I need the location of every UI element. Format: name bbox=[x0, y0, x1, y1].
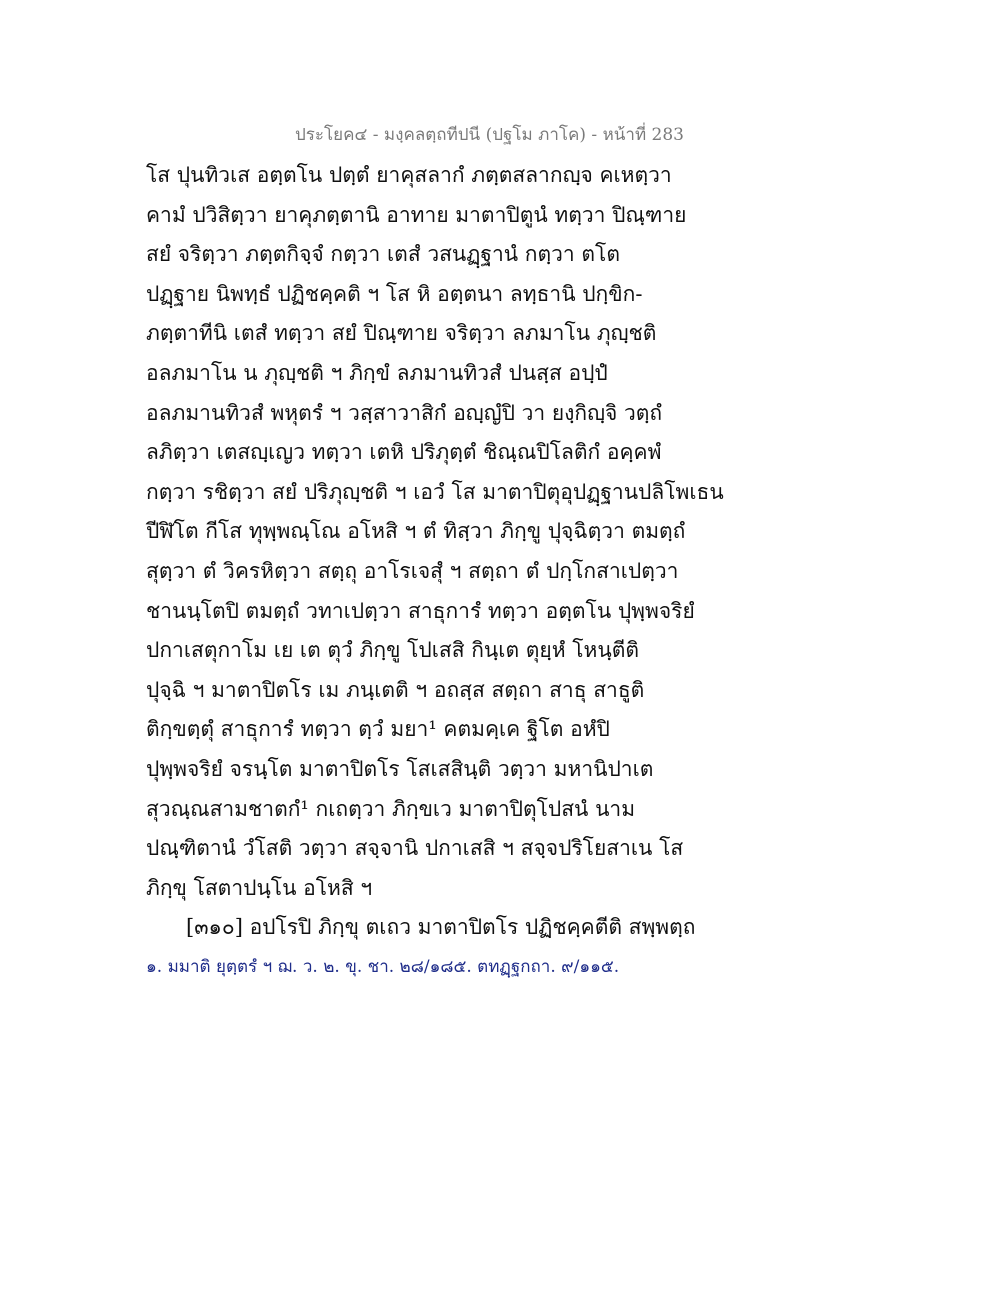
text-line: ปณฺฑิตานํ วํโสติ วตฺวา สจฺจานิ ปกาเสสิ ฯ สจฺจปริโยสาเน โส bbox=[146, 836, 684, 861]
text-line: ติกฺขตฺตุํ สาธุการํ ทตฺวา ตฺวํ มยา¹ คตมคฺเค ฐิโต อหํปิ bbox=[146, 717, 610, 742]
text-line: สุวณฺณสามชาตกํ¹ กเถตฺวา ภิกฺขเว มาตาปิตุโปสนํ นาม bbox=[146, 796, 636, 821]
text-line: ลภิตฺวา เตสญฺเญว ทตฺวา เตหิ ปริภุตฺตํ ชิณฺณปิโลติกํ อคฺคพํ bbox=[146, 440, 662, 465]
text-line: ปุจฺฉิ ฯ มาตาปิตโร เม ภนฺเตติ ฯ อถสฺส สตฺถา สาธุ สาธูติ bbox=[146, 677, 645, 702]
running-header: ประโยค๔ - มงฺคลตฺถทีปนี (ปฐโม ภาโค) - หน้าที่ 283 bbox=[295, 125, 684, 145]
text-line: ปีฬิโต กีโส ทุพฺพณฺโณ อโหสิ ฯ ตํ ทิสฺวา ภิกฺขู ปุจฺฉิตฺวา ตมตฺถํ bbox=[146, 519, 686, 544]
text-line: ปกาเสตุกาโม เย เต ตุวํ ภิกฺขู โปเสสิ กินฺเต ตุยฺหํ โหนฺตีติ bbox=[146, 638, 639, 663]
text-line: ภิกฺขุ โสตาปนฺโน อโหสิ ฯ bbox=[146, 875, 373, 900]
footnote: ๑. มมาติ ยุตฺตรํ ฯ ฌ. ว. ๒. ขุ. ชา. ๒๘/๑๘๕. ตทฏฺฐกถา. ๙/๑๑๕. bbox=[146, 957, 620, 977]
text-line: สยํ จริตฺวา ภตฺตกิจฺจํ กตฺวา เตสํ วสนฏฺฐานํ กตฺวา ตโต bbox=[146, 242, 620, 267]
text-line: สุตฺวา ตํ วิครหิตฺวา สตฺถุ อาโรเจสุํ ฯ สตฺถา ตํ ปกฺโกสาเปตฺวา bbox=[146, 558, 679, 583]
body-text bbox=[146, 156, 724, 948]
text-line: ชานนฺโตปิ ตมตฺถํ วทาเปตฺวา สาธุการํ ทตฺวา อตฺตโน ปุพฺพจริยํ bbox=[146, 598, 695, 623]
text-line: คามํ ปวิสิตฺวา ยาคุภตฺตานิ อาทาย มาตาปิตูนํ ทตฺวา ปิณฺฑาย bbox=[146, 202, 687, 227]
text-line: อลภมาโน น ภุญฺชติ ฯ ภิกฺขํ ลภมานทิวสํ ปนสฺส อปฺปํ bbox=[146, 360, 608, 385]
text-line: ปุพฺพจริยํ จรนฺโต มาตาปิตโร โสเสสินฺติ วตฺวา มหานิปาเต bbox=[146, 756, 654, 781]
paragraph-start-line: [๓๑๐] อปโรปิ ภิกฺขุ ตเถว มาตาปิตโร ปฏิชคฺคตีติ สพฺพตฺถ bbox=[186, 915, 696, 940]
text-line: ปฏฺฐาย นิพทฺธํ ปฏิชคฺคติ ฯ โส หิ อตฺตนา ลทฺธานิ ปกฺขิก- bbox=[146, 281, 643, 306]
text-line: อลภมานทิวสํ พหุตรํ ฯ วสฺสาวาสิกํ อญฺญํปิ วา ยงฺกิญฺจิ วตฺถํ bbox=[146, 400, 663, 425]
text-line: กตฺวา รชิตฺวา สยํ ปริภุญฺชติ ฯ เอวํ โส มาตาปิตุอุปฏฺฐานปลิโพเธน bbox=[146, 479, 724, 504]
text-line: โส ปุนทิวเส อตฺตโน ปตฺตํ ยาคุสลากํ ภตฺตสลากญฺจ คเหตฺวา bbox=[146, 163, 672, 187]
text-line: ภตฺตาทีนิ เตสํ ทตฺวา สยํ ปิณฺฑาย จริตฺวา ลภมาโน ภุญฺชติ bbox=[146, 321, 657, 346]
